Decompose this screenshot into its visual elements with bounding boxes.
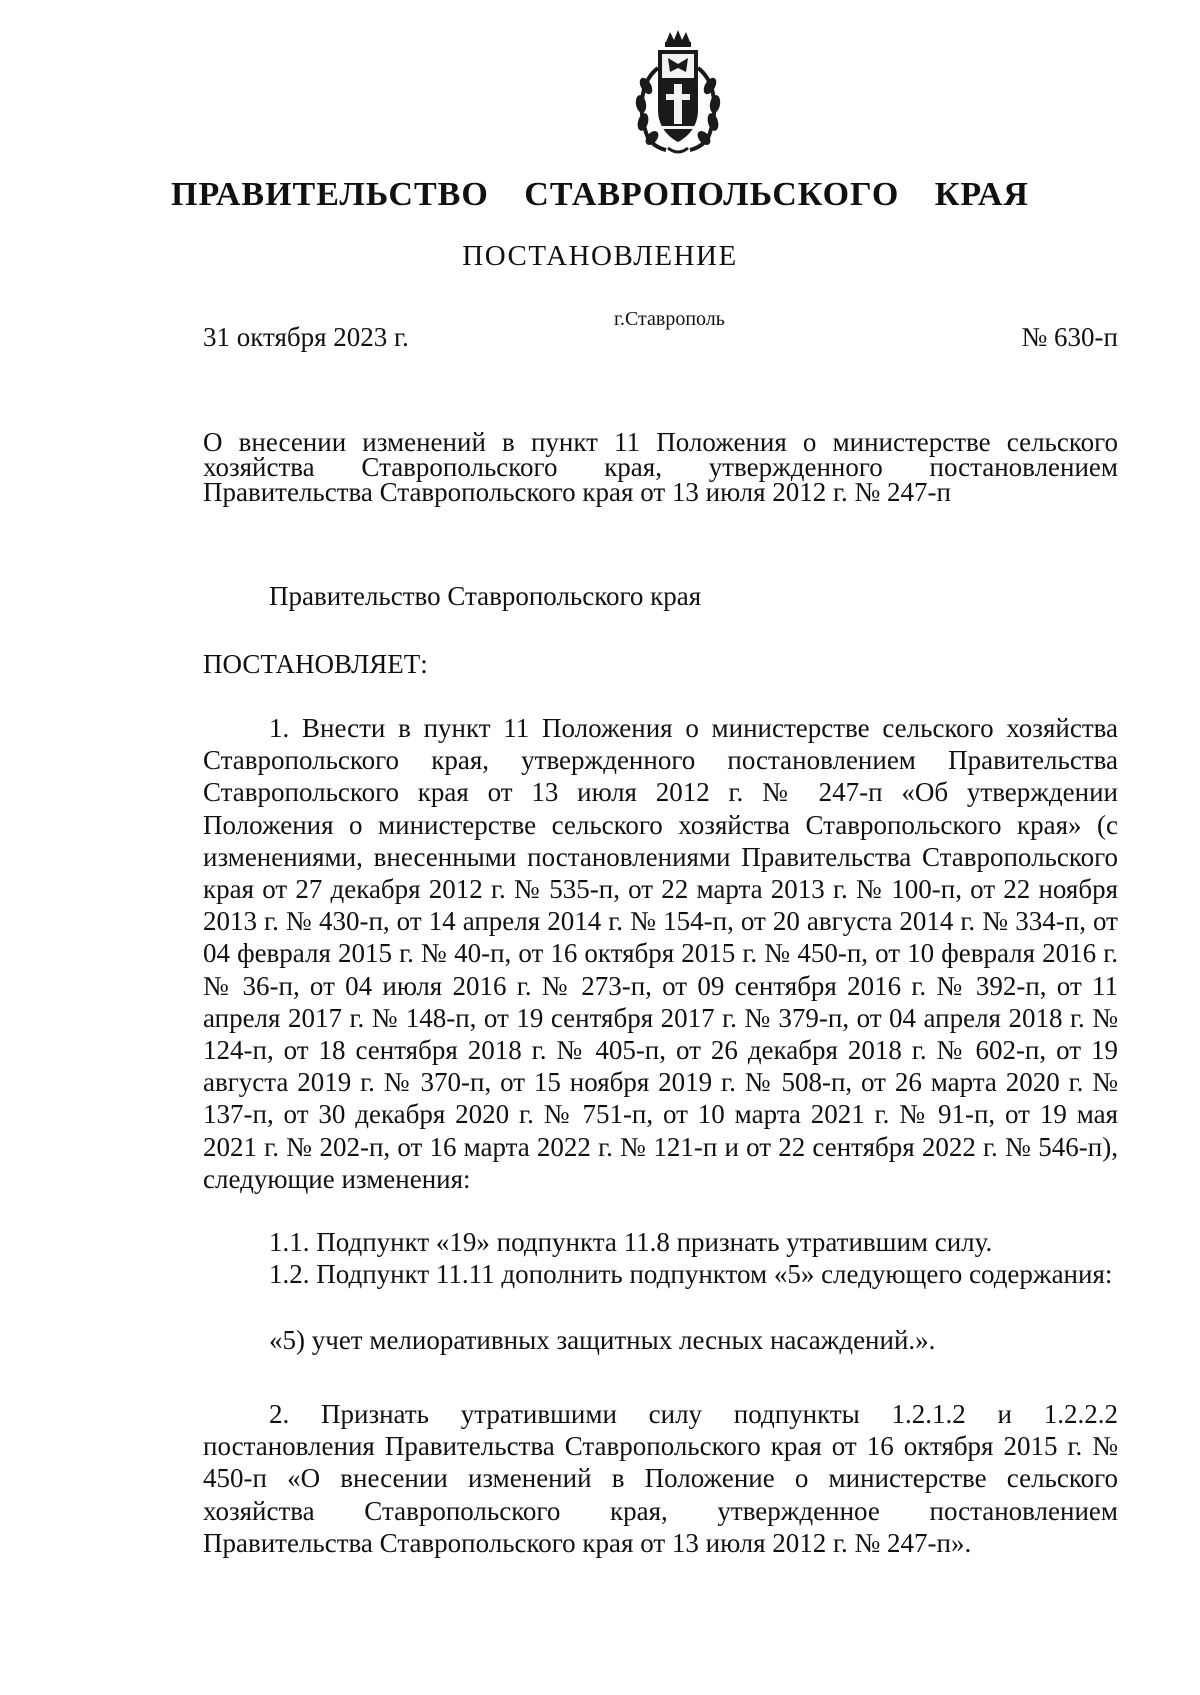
- item-1-2-quote: «5) учет мелиоративных защитных лесных насаждений.».: [269, 1325, 936, 1355]
- document-subject: О внесении изменений в пункт 11 Положения о министерстве сельского хозяйства Ставропольского края, утвержденного постановлением Правительства Ставропольского края от 13 июля 2012 г. № 247-п: [203, 427, 1118, 507]
- government-line: Правительство Ставропольского края: [269, 581, 702, 611]
- item-1: 1. Внести в пункт 11 Положения о министерстве сельского хозяйства Ставропольского края, утвержденного постановлением Правительства Ставропольского края от 13 июля 2012 г. № 247-п «Об утверждении Положения о министерстве сельского хозяйства Ставропольского края» (с изменениями, внесенными постановлениями Правительства Ставропольского края от 27 декабря 2012 г. № 535-п, от 22 марта 2013 г. № 100-п, от 22 ноября 2013 г. № 430-п, от 14 апреля 2014 г. № 154-п, от 20 августа 2014 г. № 334-п, от 04 февраля 2015 г. № 40-п, от 16 октября 2015 г. № 450-п, от 10 февраля 2016 г. № 36-п, от 04 июля 2016 г. № 273-п, от 09 сентября 2016 г. № 392-п, от 11 апреля 2017 г. № 148-п, от 19 сентября 2017 г. № 379-п, от 04 апреля 2018 г. № 124-п, от 18 сентября 2018 г. № 405-п, от 26 декабря 2018 г. № 602-п, от 19 августа 2019 г. № 370-п, от 15 ноября 2019 г. № 508-п, от 26 марта 2020 г. № 137-п, от 30 декабря 2020 г. № 751-п, от 10 марта 2021 г. № 91-п, от 19 мая 2021 г. № 202-п, от 16 марта 2022 г. № 121-п и от 22 сентября 2022 г. № 546-п), следующие изменения:: [203, 713, 1118, 1194]
- document-number: № 630-п: [1021, 322, 1118, 352]
- document-city: г.Ставрополь: [614, 308, 725, 330]
- item-1-1: 1.1. Подпункт «19» подпункта 11.8 признать утратившим силу.: [269, 1227, 993, 1257]
- item-2: 2. Признать утратившими силу подпункты 1.2.1.2 и 1.2.2.2 постановления Правительства Ставропольского края от 16 октября 2015 г. № 450-п «О внесении изменений в Положение о министерстве сельского хозяйства Ставропольского края, утвержденное постановлением Правительства Ставропольского края от 13 июля 2012 г. № 247-п».: [203, 1399, 1118, 1558]
- document-type: ПОСТАНОВЛЕНИЕ: [462, 240, 738, 272]
- resolves-line: ПОСТАНОВЛЯЕТ:: [203, 649, 428, 679]
- item-1-2: 1.2. Подпункт 11.11 дополнить подпунктом «5» следующего содержания:: [269, 1259, 1113, 1289]
- document-date: 31 октября 2023 г.: [203, 322, 409, 352]
- stavropol-coat-of-arms-icon: [628, 28, 728, 156]
- organization-title: ПРАВИТЕЛЬСТВО СТАВРОПОЛЬСКОГО КРАЯ: [171, 176, 1029, 213]
